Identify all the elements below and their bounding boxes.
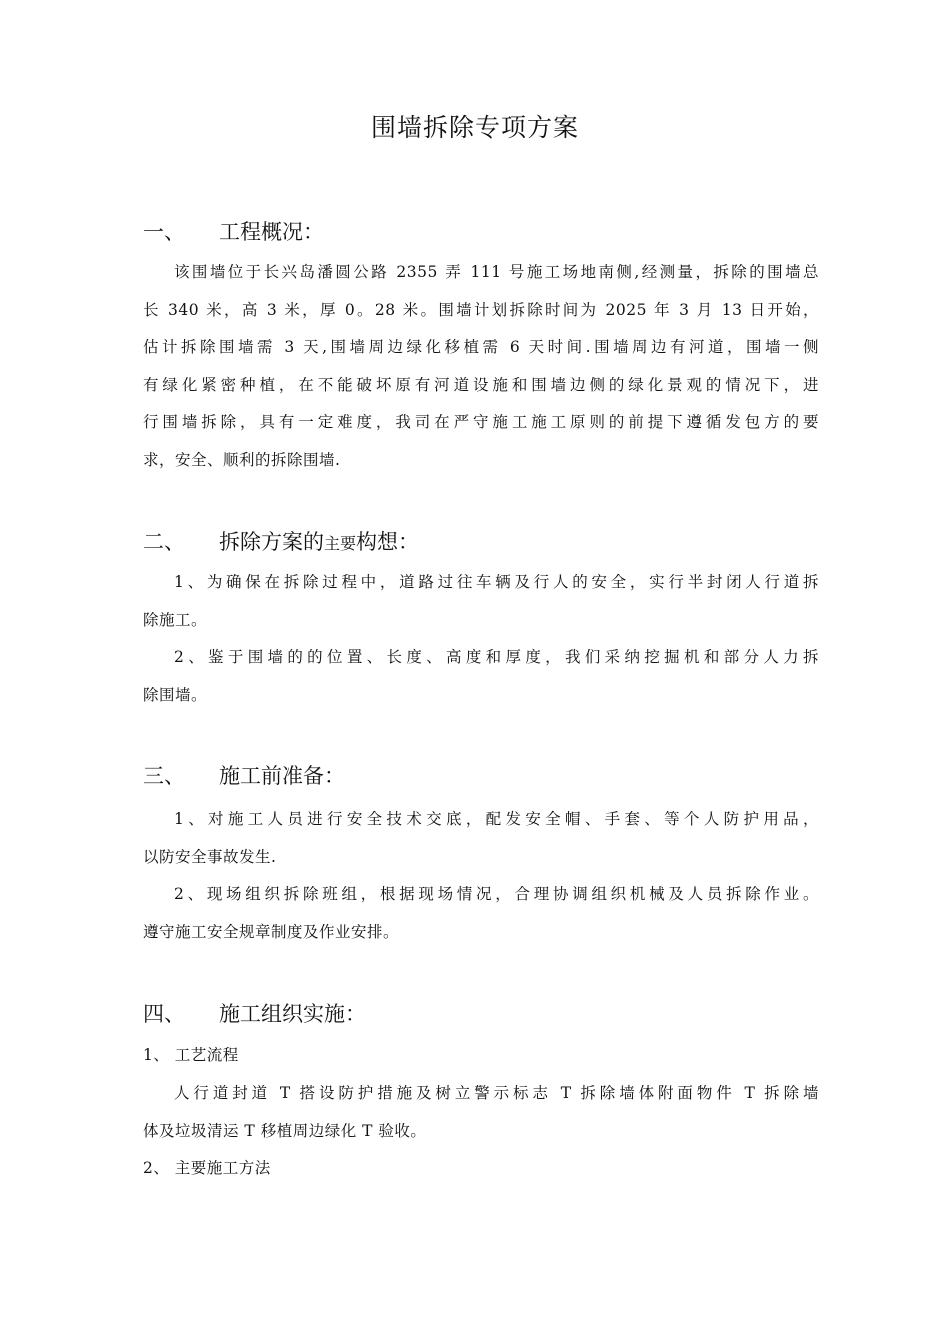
section-2-title-small: 主要 xyxy=(324,534,357,553)
section-1-paragraph xyxy=(143,254,819,479)
section-2-paragraph-2 xyxy=(143,639,819,714)
section-1-title: 工程概况： xyxy=(219,220,324,244)
subheading-line: 1、 工艺流程 xyxy=(143,1046,239,1064)
paragraph-line: 该围墙位于长兴岛潘圆公路 2355 弄 111 号施工场地南侧,经测量，拆除的围墙总 xyxy=(174,263,819,281)
paragraph-line: 有绿化紧密种植，在不能破坏原有河道设施和围墙边侧的绿化景观的情况下，进 xyxy=(143,375,819,394)
section-3-paragraph-1 xyxy=(143,801,819,876)
document-title: 围墙拆除专项方案 xyxy=(370,113,579,142)
section-1-heading xyxy=(143,217,324,247)
section-3-heading xyxy=(143,761,345,791)
subheading-line: 2、 主要施工方法 xyxy=(143,1159,271,1177)
section-3-number: 三、 xyxy=(143,764,185,788)
section-2-title-part: 构想： xyxy=(356,530,420,554)
section-2-title-part: 拆除方案的 xyxy=(219,530,324,554)
section-4-paragraph-1 xyxy=(143,1075,819,1150)
paragraph-line: 长 340 米，高 3 米，厚 0。28 米。围墙计划拆除时间为 2025 年 3 月 13 日开始， xyxy=(143,300,819,319)
paragraph-line: 1、对施工人员进行安全技术交底，配发安全帽、手套、等个人防护用品， xyxy=(174,810,819,828)
paragraph-line: 1、为确保在拆除过程中，道路过往车辆及行人的安全，实行半封闭人行道拆 xyxy=(174,573,819,591)
paragraph-line: 除围墙。 xyxy=(143,685,208,704)
section-2-paragraph-1 xyxy=(143,564,819,639)
paragraph-line: 求，安全、顺利的拆除围墙. xyxy=(143,450,341,469)
paragraph-line: 行围墙拆除，具有一定难度，我司在严守施工施工原则的前提下遵循发包方的要 xyxy=(143,413,819,431)
paragraph-line: 以防安全事故发生. xyxy=(143,847,277,866)
section-1-number: 一、 xyxy=(143,220,185,244)
paragraph-line: 除施工。 xyxy=(143,610,208,629)
section-3-title: 施工前准备： xyxy=(219,764,345,788)
paragraph-line: 遵守施工安全规章制度及作业安排。 xyxy=(143,922,400,941)
section-4-heading xyxy=(143,999,366,1029)
paragraph-line: 体及垃圾清运 T 移植周边绿化 T 验收。 xyxy=(143,1121,427,1140)
section-2-number: 二、 xyxy=(143,530,185,554)
paragraph-line: 人行道封道 T 搭设防护措施及树立警示标志 T 拆除墙体附面物件 T 拆除墙 xyxy=(174,1084,819,1102)
section-4-title: 施工组织实施： xyxy=(219,1002,366,1026)
paragraph-line: 2、鉴于围墙的的位置、长度、高度和厚度，我们采纳挖掘机和部分人力拆 xyxy=(174,648,819,666)
paragraph-line: 估计拆除围墙需 3 天,围墙周边绿化移植需 6 天时间.围墙周边有河道，围墙一侧 xyxy=(143,338,819,356)
section-2-heading xyxy=(143,527,419,559)
section-4-number: 四、 xyxy=(143,1002,185,1026)
paragraph-line: 2、现场组织拆除班组，根据现场情况，合理协调组织机械及人员拆除作业。 xyxy=(174,885,819,903)
section-3-paragraph-2 xyxy=(143,876,819,951)
section-4-subheading-1 xyxy=(143,1037,819,1075)
section-4-subheading-2 xyxy=(143,1150,819,1188)
